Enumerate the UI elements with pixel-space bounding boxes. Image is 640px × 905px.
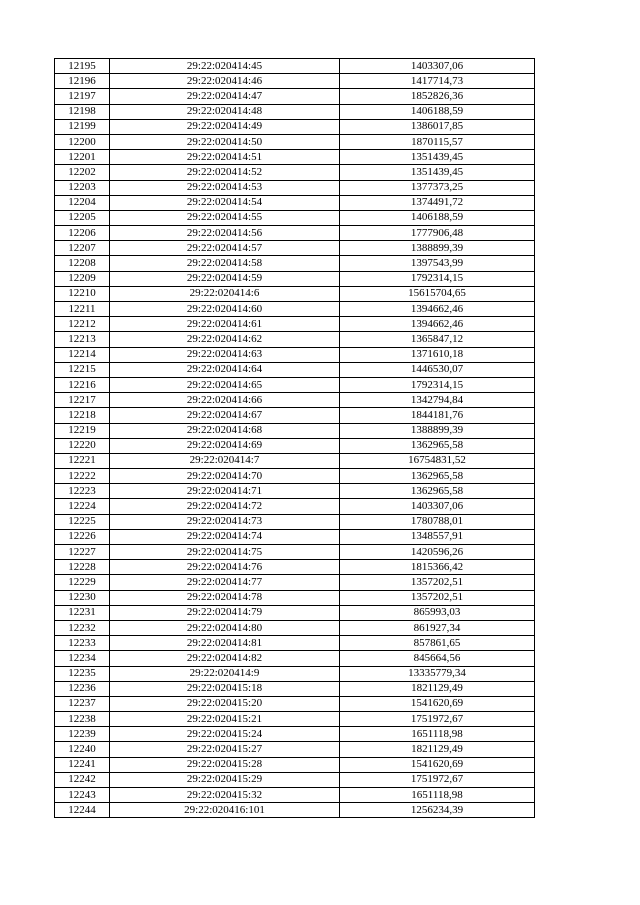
cadastral-value-cell: 15615704,65 [340, 286, 535, 301]
row-number-cell: 12233 [55, 636, 110, 651]
table-row [55, 59, 535, 74]
cadastral-value-cell: 1386017,85 [340, 119, 535, 134]
table-row [55, 210, 535, 225]
cadastral-number-cell: 29:22:020414:68 [110, 423, 340, 438]
row-number-cell: 12226 [55, 529, 110, 544]
cadastral-value-cell: 1541620,69 [340, 696, 535, 711]
row-number-cell: 12196 [55, 74, 110, 89]
row-number-cell: 12234 [55, 651, 110, 666]
table-row [55, 362, 535, 377]
cadastral-value-cell: 1362965,58 [340, 438, 535, 453]
cadastral-value-cell: 1815366,42 [340, 560, 535, 575]
cadastral-number-cell: 29:22:020415:20 [110, 696, 340, 711]
table-row [55, 119, 535, 134]
table-row [55, 89, 535, 104]
cadastral-number-cell: 29:22:020414:70 [110, 469, 340, 484]
cadastral-number-cell: 29:22:020415:27 [110, 742, 340, 757]
table-row [55, 727, 535, 742]
cadastral-value-cell: 1406188,59 [340, 104, 535, 119]
cadastral-value-cell: 1852826,36 [340, 89, 535, 104]
cadastral-value-cell: 1394662,46 [340, 317, 535, 332]
cadastral-number-cell: 29:22:020414:66 [110, 393, 340, 408]
table-row [55, 226, 535, 241]
cadastral-number-cell: 29:22:020414:60 [110, 302, 340, 317]
row-number-cell: 12225 [55, 514, 110, 529]
cadastral-number-cell: 29:22:020414:72 [110, 499, 340, 514]
cadastral-value-cell: 1351439,45 [340, 165, 535, 180]
cadastral-value-cell: 1362965,58 [340, 469, 535, 484]
row-number-cell: 12213 [55, 332, 110, 347]
cadastral-value-cell: 1374491,72 [340, 195, 535, 210]
row-number-cell: 12218 [55, 408, 110, 423]
cadastral-number-cell: 29:22:020414:65 [110, 377, 340, 392]
table-row [55, 271, 535, 286]
row-number-cell: 12231 [55, 605, 110, 620]
row-number-cell: 12214 [55, 347, 110, 362]
cadastral-number-cell: 29:22:020415:21 [110, 712, 340, 727]
cadastral-number-cell: 29:22:020414:76 [110, 560, 340, 575]
row-number-cell: 12208 [55, 256, 110, 271]
cadastral-number-cell: 29:22:020414:55 [110, 210, 340, 225]
cadastral-number-cell: 29:22:020414:78 [110, 590, 340, 605]
cadastral-value-cell: 1365847,12 [340, 332, 535, 347]
row-number-cell: 12203 [55, 180, 110, 195]
table-row [55, 712, 535, 727]
table-row [55, 605, 535, 620]
row-number-cell: 12232 [55, 620, 110, 635]
table-row [55, 575, 535, 590]
cadastral-value-cell: 857861,65 [340, 636, 535, 651]
table-row [55, 514, 535, 529]
row-number-cell: 12199 [55, 119, 110, 134]
cadastral-value-cell: 1362965,58 [340, 484, 535, 499]
row-number-cell: 12204 [55, 195, 110, 210]
cadastral-value-cell: 1821129,49 [340, 681, 535, 696]
cadastral-number-cell: 29:22:020414:9 [110, 666, 340, 681]
table-row [55, 195, 535, 210]
cadastral-number-cell: 29:22:020414:79 [110, 605, 340, 620]
cadastral-value-cell: 1388899,39 [340, 241, 535, 256]
row-number-cell: 12221 [55, 453, 110, 468]
cadastral-value-cell: 1751972,67 [340, 772, 535, 787]
row-number-cell: 12207 [55, 241, 110, 256]
cadastral-number-cell: 29:22:020415:32 [110, 788, 340, 803]
cadastral-number-cell: 29:22:020414:52 [110, 165, 340, 180]
table-row [55, 772, 535, 787]
table-row [55, 393, 535, 408]
row-number-cell: 12227 [55, 545, 110, 560]
cadastral-number-cell: 29:22:020414:53 [110, 180, 340, 195]
cadastral-number-cell: 29:22:020414:80 [110, 620, 340, 635]
table-row [55, 499, 535, 514]
table-row [55, 302, 535, 317]
cadastral-value-cell: 1357202,51 [340, 590, 535, 605]
table-row [55, 696, 535, 711]
cadastral-value-cell: 1844181,76 [340, 408, 535, 423]
cadastral-number-cell: 29:22:020414:63 [110, 347, 340, 362]
cadastral-value-cell: 1406188,59 [340, 210, 535, 225]
table-row [55, 742, 535, 757]
cadastral-number-cell: 29:22:020414:67 [110, 408, 340, 423]
table-body [55, 59, 535, 818]
cadastral-number-cell: 29:22:020414:58 [110, 256, 340, 271]
table-row [55, 788, 535, 803]
table-row [55, 74, 535, 89]
cadastral-value-cell: 1870115,57 [340, 134, 535, 149]
cadastral-number-cell: 29:22:020414:47 [110, 89, 340, 104]
row-number-cell: 12228 [55, 560, 110, 575]
row-number-cell: 12241 [55, 757, 110, 772]
row-number-cell: 12237 [55, 696, 110, 711]
cadastral-number-cell: 29:22:020414:73 [110, 514, 340, 529]
cadastral-value-cell: 1420596,26 [340, 545, 535, 560]
cadastral-value-cell: 13335779,34 [340, 666, 535, 681]
cadastral-number-cell: 29:22:020414:51 [110, 150, 340, 165]
cadastral-number-cell: 29:22:020414:49 [110, 119, 340, 134]
table-row [55, 347, 535, 362]
cadastral-number-cell: 29:22:020415:28 [110, 757, 340, 772]
cadastral-value-cell: 1780788,01 [340, 514, 535, 529]
cadastral-number-cell: 29:22:020414:46 [110, 74, 340, 89]
table-row [55, 545, 535, 560]
cadastral-number-cell: 29:22:020414:75 [110, 545, 340, 560]
table-row [55, 332, 535, 347]
row-number-cell: 12211 [55, 302, 110, 317]
table-row [55, 377, 535, 392]
cadastral-value-cell: 1777906,48 [340, 226, 535, 241]
cadastral-number-cell: 29:22:020414:48 [110, 104, 340, 119]
cadastral-value-cell: 1403307,06 [340, 499, 535, 514]
table-row [55, 803, 535, 818]
cadastral-value-cell: 1388899,39 [340, 423, 535, 438]
row-number-cell: 12216 [55, 377, 110, 392]
row-number-cell: 12223 [55, 484, 110, 499]
row-number-cell: 12238 [55, 712, 110, 727]
table-row [55, 529, 535, 544]
cadastral-value-cell: 1651118,98 [340, 788, 535, 803]
table-row [55, 651, 535, 666]
row-number-cell: 12224 [55, 499, 110, 514]
cadastral-value-cell: 1371610,18 [340, 347, 535, 362]
row-number-cell: 12202 [55, 165, 110, 180]
cadastral-value-cell: 1377373,25 [340, 180, 535, 195]
row-number-cell: 12212 [55, 317, 110, 332]
cadastral-number-cell: 29:22:020414:82 [110, 651, 340, 666]
table-row [55, 469, 535, 484]
cadastral-value-cell: 1417714,73 [340, 74, 535, 89]
row-number-cell: 12201 [55, 150, 110, 165]
table-row [55, 423, 535, 438]
cadastral-number-cell: 29:22:020414:56 [110, 226, 340, 241]
cadastral-value-cell: 1403307,06 [340, 59, 535, 74]
table-row [55, 620, 535, 635]
row-number-cell: 12242 [55, 772, 110, 787]
row-number-cell: 12217 [55, 393, 110, 408]
cadastral-value-cell: 865993,03 [340, 605, 535, 620]
table-row [55, 317, 535, 332]
cadastral-number-cell: 29:22:020414:45 [110, 59, 340, 74]
cadastral-value-cell: 1394662,46 [340, 302, 535, 317]
row-number-cell: 12236 [55, 681, 110, 696]
cadastral-number-cell: 29:22:020414:59 [110, 271, 340, 286]
table-row [55, 180, 535, 195]
row-number-cell: 12243 [55, 788, 110, 803]
row-number-cell: 12235 [55, 666, 110, 681]
table-row [55, 636, 535, 651]
row-number-cell: 12209 [55, 271, 110, 286]
cadastral-value-cell: 1397543,99 [340, 256, 535, 271]
table-row [55, 165, 535, 180]
table-row [55, 560, 535, 575]
cadastral-value-cell: 1792314,15 [340, 271, 535, 286]
cadastral-number-cell: 29:22:020414:7 [110, 453, 340, 468]
cadastral-value-cell: 1342794,84 [340, 393, 535, 408]
cadastral-value-cell: 861927,34 [340, 620, 535, 635]
cadastral-number-cell: 29:22:020414:81 [110, 636, 340, 651]
table-row [55, 484, 535, 499]
cadastral-number-cell: 29:22:020414:54 [110, 195, 340, 210]
row-number-cell: 12240 [55, 742, 110, 757]
cadastral-number-cell: 29:22:020416:101 [110, 803, 340, 818]
row-number-cell: 12230 [55, 590, 110, 605]
table-row [55, 256, 535, 271]
cadastral-value-cell: 1357202,51 [340, 575, 535, 590]
cadastral-value-cell: 1651118,98 [340, 727, 535, 742]
table-row [55, 241, 535, 256]
table-row [55, 453, 535, 468]
row-number-cell: 12229 [55, 575, 110, 590]
row-number-cell: 12215 [55, 362, 110, 377]
table-row [55, 150, 535, 165]
cadastral-value-cell: 1446530,07 [340, 362, 535, 377]
table-row [55, 408, 535, 423]
row-number-cell: 12206 [55, 226, 110, 241]
row-number-cell: 12222 [55, 469, 110, 484]
table-row [55, 590, 535, 605]
row-number-cell: 12200 [55, 134, 110, 149]
cadastral-number-cell: 29:22:020414:6 [110, 286, 340, 301]
cadastral-number-cell: 29:22:020414:62 [110, 332, 340, 347]
table-row [55, 681, 535, 696]
cadastral-value-cell: 1348557,91 [340, 529, 535, 544]
cadastral-number-cell: 29:22:020414:64 [110, 362, 340, 377]
row-number-cell: 12205 [55, 210, 110, 225]
table-row [55, 104, 535, 119]
cadastral-value-cell: 1751972,67 [340, 712, 535, 727]
table-row [55, 438, 535, 453]
cadastral-value-cell: 1256234,39 [340, 803, 535, 818]
table-row [55, 757, 535, 772]
cadastral-value-table [54, 58, 535, 818]
cadastral-value-cell: 1792314,15 [340, 377, 535, 392]
row-number-cell: 12219 [55, 423, 110, 438]
cadastral-number-cell: 29:22:020414:74 [110, 529, 340, 544]
cadastral-value-cell: 1821129,49 [340, 742, 535, 757]
cadastral-number-cell: 29:22:020415:29 [110, 772, 340, 787]
cadastral-number-cell: 29:22:020414:69 [110, 438, 340, 453]
row-number-cell: 12198 [55, 104, 110, 119]
cadastral-number-cell: 29:22:020414:50 [110, 134, 340, 149]
row-number-cell: 12239 [55, 727, 110, 742]
cadastral-value-cell: 1541620,69 [340, 757, 535, 772]
cadastral-value-cell: 1351439,45 [340, 150, 535, 165]
cadastral-number-cell: 29:22:020415:24 [110, 727, 340, 742]
cadastral-number-cell: 29:22:020414:57 [110, 241, 340, 256]
cadastral-value-cell: 845664,56 [340, 651, 535, 666]
cadastral-number-cell: 29:22:020415:18 [110, 681, 340, 696]
table-row [55, 134, 535, 149]
table-row [55, 666, 535, 681]
row-number-cell: 12244 [55, 803, 110, 818]
row-number-cell: 12197 [55, 89, 110, 104]
cadastral-number-cell: 29:22:020414:61 [110, 317, 340, 332]
row-number-cell: 12210 [55, 286, 110, 301]
table-row [55, 286, 535, 301]
cadastral-number-cell: 29:22:020414:71 [110, 484, 340, 499]
row-number-cell: 12195 [55, 59, 110, 74]
cadastral-value-cell: 16754831,52 [340, 453, 535, 468]
cadastral-number-cell: 29:22:020414:77 [110, 575, 340, 590]
row-number-cell: 12220 [55, 438, 110, 453]
